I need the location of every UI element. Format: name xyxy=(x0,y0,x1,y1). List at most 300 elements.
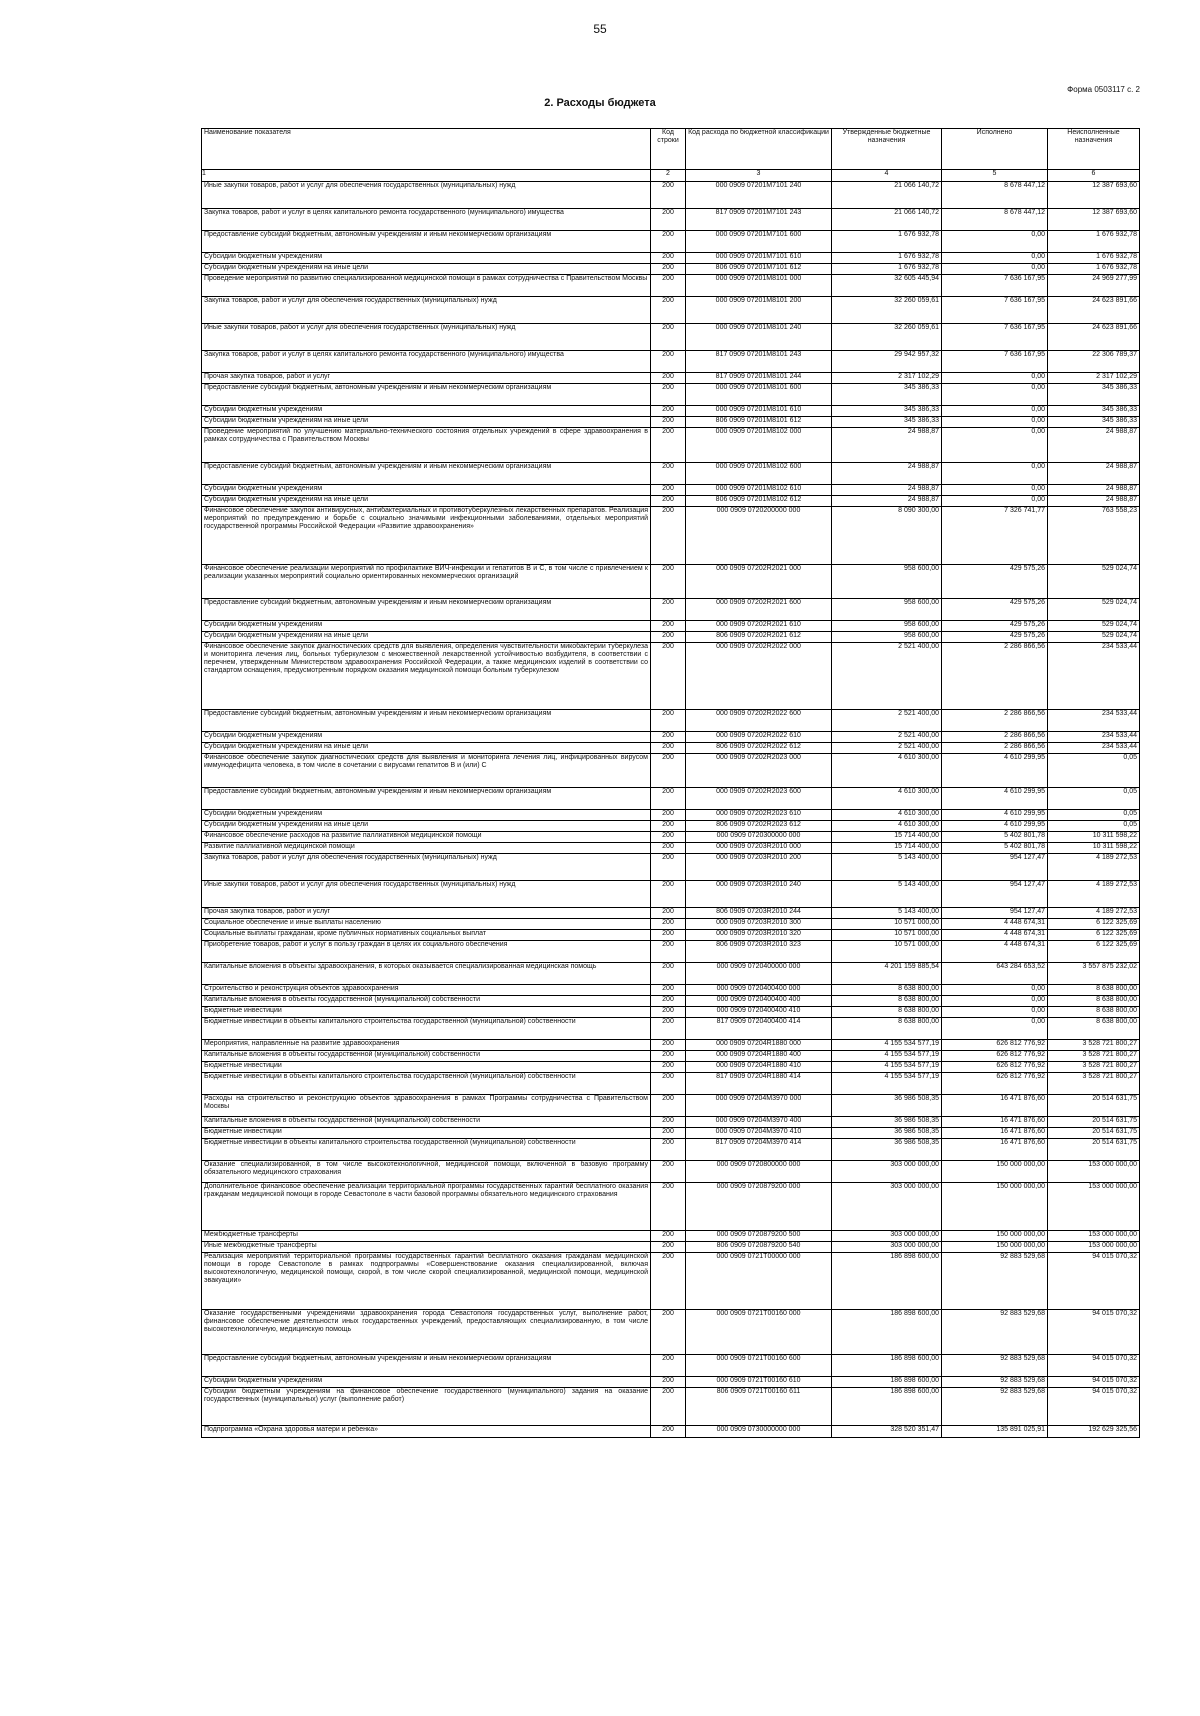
row-expense-code: 000 0909 0721T00000 000 xyxy=(686,1253,832,1310)
row-unexecuted: 12 387 693,60 xyxy=(1048,182,1140,209)
row-expense-code: 817 0909 07201M7101 243 xyxy=(686,209,832,231)
row-expense-code: 817 0909 0720400400 414 xyxy=(686,1018,832,1040)
row-executed: 0,00 xyxy=(942,373,1048,384)
row-line-code: 200 xyxy=(651,941,686,963)
row-unexecuted: 763 558,23 xyxy=(1048,507,1140,565)
row-line-code: 200 xyxy=(651,1388,686,1426)
row-executed: 92 883 529,68 xyxy=(942,1388,1048,1426)
row-line-code: 200 xyxy=(651,1377,686,1388)
row-name: Предоставление субсидий бюджетным, автономным учреждениям и иным некоммерческим организациям xyxy=(202,599,651,621)
row-approved: 4 201 159 885,54 xyxy=(832,963,942,985)
row-expense-code: 000 0909 07201M8101 200 xyxy=(686,297,832,324)
row-approved: 5 143 400,00 xyxy=(832,881,942,908)
row-executed: 0,00 xyxy=(942,428,1048,463)
row-approved: 958 600,00 xyxy=(832,565,942,599)
row-expense-code: 000 0909 07201M7101 240 xyxy=(686,182,832,209)
row-name: Развитие паллиативной медицинской помощи xyxy=(202,843,651,854)
row-expense-code: 000 0909 07203R2010 000 xyxy=(686,843,832,854)
row-approved: 8 638 800,00 xyxy=(832,1018,942,1040)
row-unexecuted: 153 000 000,00 xyxy=(1048,1242,1140,1253)
row-executed: 150 000 000,00 xyxy=(942,1161,1048,1183)
row-name: Капитальные вложения в объекты государственной (муниципальной) собственности xyxy=(202,1051,651,1062)
row-line-code: 200 xyxy=(651,1073,686,1095)
row-name: Дополнительное финансовое обеспечение реализации территориальной программы государственных гарантий бесплатного оказания гражданам медицинской помощи в городе Севастополе в части базовой программы обязательного медицинского страхования xyxy=(202,1183,651,1231)
row-unexecuted: 20 514 631,75 xyxy=(1048,1128,1140,1139)
row-unexecuted: 1 676 932,78 xyxy=(1048,264,1140,275)
row-name: Мероприятия, направленные на развитие здравоохранения xyxy=(202,1040,651,1051)
row-expense-code: 000 0909 07201M8102 000 xyxy=(686,428,832,463)
row-executed: 7 326 741,77 xyxy=(942,507,1048,565)
row-name: Предоставление субсидий бюджетным, автономным учреждениям и иным некоммерческим организациям xyxy=(202,1355,651,1377)
row-line-code: 200 xyxy=(651,599,686,621)
row-line-code: 200 xyxy=(651,1310,686,1355)
row-expense-code: 817 0909 07204M3970 414 xyxy=(686,1139,832,1161)
row-line-code: 200 xyxy=(651,732,686,743)
column-header-expense-code: Код расхода по бюджетной классификации xyxy=(686,129,832,170)
row-expense-code: 000 0909 07201M8101 000 xyxy=(686,275,832,297)
row-unexecuted: 153 000 000,00 xyxy=(1048,1161,1140,1183)
row-executed: 0,00 xyxy=(942,485,1048,496)
row-executed: 0,00 xyxy=(942,985,1048,996)
table-row xyxy=(202,1062,1140,1073)
row-line-code: 200 xyxy=(651,810,686,821)
column-header-approved: Утвержденные бюджетные назначения xyxy=(832,129,942,170)
row-approved: 36 986 508,35 xyxy=(832,1095,942,1117)
row-expense-code: 806 0909 07203R2010 323 xyxy=(686,941,832,963)
row-expense-code: 000 0909 07201M7101 600 xyxy=(686,231,832,253)
table-row xyxy=(202,788,1140,810)
row-expense-code: 806 0909 07203R2010 244 xyxy=(686,908,832,919)
table-row xyxy=(202,1310,1140,1355)
row-name: Субсидии бюджетным учреждениям xyxy=(202,406,651,417)
row-expense-code: 000 0909 07201M8102 600 xyxy=(686,463,832,485)
row-approved: 24 988,87 xyxy=(832,463,942,485)
row-approved: 4 155 534 577,19 xyxy=(832,1051,942,1062)
row-unexecuted: 20 514 631,75 xyxy=(1048,1117,1140,1128)
row-unexecuted: 234 533,44 xyxy=(1048,732,1140,743)
table-row xyxy=(202,621,1140,632)
column-number: 4 xyxy=(832,170,942,182)
row-approved: 8 638 800,00 xyxy=(832,996,942,1007)
row-unexecuted: 24 988,87 xyxy=(1048,428,1140,463)
row-name: Реализация мероприятий территориальной программы государственных гарантий бесплатного оказания гражданам медицинской помощи в городе Севастополе в рамках подпрограммы «Совершенствование оказания специализированной, включая высокотехнологичную, медицинской помощи, скорой, в том числе скорой специализированной, медицинской помощи, медицинской эвакуации» xyxy=(202,1253,651,1310)
row-approved: 1 676 932,78 xyxy=(832,231,942,253)
row-name: Предоставление субсидий бюджетным, автономным учреждениям и иным некоммерческим организациям xyxy=(202,384,651,406)
row-expense-code: 000 0909 07202R2022 610 xyxy=(686,732,832,743)
table-row xyxy=(202,264,1140,275)
row-name: Прочая закупка товаров, работ и услуг xyxy=(202,908,651,919)
row-executed: 0,00 xyxy=(942,1018,1048,1040)
row-approved: 345 386,33 xyxy=(832,417,942,428)
row-line-code: 200 xyxy=(651,1253,686,1310)
row-expense-code: 000 0909 0721T00160 600 xyxy=(686,1355,832,1377)
row-unexecuted: 24 988,87 xyxy=(1048,463,1140,485)
row-executed: 5 402 801,78 xyxy=(942,832,1048,843)
row-approved: 4 610 300,00 xyxy=(832,754,942,788)
row-line-code: 200 xyxy=(651,1117,686,1128)
table-row xyxy=(202,417,1140,428)
row-executed: 4 610 299,95 xyxy=(942,788,1048,810)
row-executed: 4 448 674,31 xyxy=(942,941,1048,963)
row-approved: 186 898 600,00 xyxy=(832,1310,942,1355)
row-line-code: 200 xyxy=(651,565,686,599)
row-expense-code: 806 0909 0721T00160 611 xyxy=(686,1388,832,1426)
row-expense-code: 000 0909 0721T00160 000 xyxy=(686,1310,832,1355)
row-approved: 36 986 508,35 xyxy=(832,1139,942,1161)
row-approved: 4 155 534 577,19 xyxy=(832,1040,942,1051)
row-executed: 16 471 876,60 xyxy=(942,1095,1048,1117)
row-name: Капитальные вложения в объекты государственной (муниципальной) собственности xyxy=(202,1117,651,1128)
row-executed: 150 000 000,00 xyxy=(942,1242,1048,1253)
row-executed: 0,00 xyxy=(942,496,1048,507)
row-executed: 2 286 866,56 xyxy=(942,710,1048,732)
row-approved: 15 714 400,00 xyxy=(832,843,942,854)
row-executed: 429 575,26 xyxy=(942,599,1048,621)
row-expense-code: 000 0909 07202R2022 000 xyxy=(686,643,832,710)
table-row xyxy=(202,565,1140,599)
row-approved: 186 898 600,00 xyxy=(832,1388,942,1426)
row-approved: 4 155 534 577,19 xyxy=(832,1062,942,1073)
row-approved: 4 610 300,00 xyxy=(832,788,942,810)
table-body xyxy=(202,182,1140,1438)
column-number: 5 xyxy=(942,170,1048,182)
row-approved: 21 066 140,72 xyxy=(832,182,942,209)
row-approved: 958 600,00 xyxy=(832,632,942,643)
row-line-code: 200 xyxy=(651,743,686,754)
row-name: Оказание государственными учреждениями здравоохранения города Севастополя государственных услуг, выполнение работ, финансовое обеспечение деятельности иных государственных учреждений, предоставляющих специализированную, в том числе высокотехнологичную, медицинскую помощь xyxy=(202,1310,651,1355)
table-row xyxy=(202,1073,1140,1095)
row-approved: 5 143 400,00 xyxy=(832,908,942,919)
row-name: Проведение мероприятий по улучшению материально-технического состояния отдельных учреждений в сфере здравоохранения в рамках сотрудничества с Правительством Москвы xyxy=(202,428,651,463)
row-approved: 10 571 000,00 xyxy=(832,930,942,941)
row-line-code: 200 xyxy=(651,1007,686,1018)
row-approved: 1 676 932,78 xyxy=(832,264,942,275)
table-row xyxy=(202,832,1140,843)
row-executed: 4 610 299,95 xyxy=(942,821,1048,832)
row-unexecuted: 345 386,33 xyxy=(1048,406,1140,417)
table-row xyxy=(202,373,1140,384)
row-line-code: 200 xyxy=(651,485,686,496)
row-expense-code: 000 0909 07204M3970 410 xyxy=(686,1128,832,1139)
table-row xyxy=(202,1007,1140,1018)
row-unexecuted: 0,05 xyxy=(1048,788,1140,810)
table-row xyxy=(202,253,1140,264)
table-row xyxy=(202,1018,1140,1040)
row-unexecuted: 94 015 070,32 xyxy=(1048,1253,1140,1310)
row-approved: 1 676 932,78 xyxy=(832,253,942,264)
row-approved: 345 386,33 xyxy=(832,384,942,406)
row-unexecuted: 3 557 875 232,02 xyxy=(1048,963,1140,985)
row-approved: 10 571 000,00 xyxy=(832,941,942,963)
row-approved: 15 714 400,00 xyxy=(832,832,942,843)
row-line-code: 200 xyxy=(651,324,686,351)
row-executed: 5 402 801,78 xyxy=(942,843,1048,854)
row-executed: 7 636 167,95 xyxy=(942,324,1048,351)
row-approved: 186 898 600,00 xyxy=(832,1355,942,1377)
row-executed: 8 678 447,12 xyxy=(942,209,1048,231)
table-row xyxy=(202,941,1140,963)
table-row xyxy=(202,930,1140,941)
table-row xyxy=(202,854,1140,881)
row-approved: 958 600,00 xyxy=(832,599,942,621)
row-expense-code: 000 0909 07204R1880 000 xyxy=(686,1040,832,1051)
section-title: 2. Расходы бюджета xyxy=(544,97,656,109)
row-executed: 16 471 876,60 xyxy=(942,1139,1048,1161)
row-unexecuted: 3 528 721 800,27 xyxy=(1048,1051,1140,1062)
row-name: Социальные выплаты гражданам, кроме публичных нормативных социальных выплат xyxy=(202,930,651,941)
row-line-code: 200 xyxy=(651,463,686,485)
row-unexecuted: 529 024,74 xyxy=(1048,621,1140,632)
row-expense-code: 000 0909 07202R2021 600 xyxy=(686,599,832,621)
row-name: Субсидии бюджетным учреждениям на иные цели xyxy=(202,743,651,754)
row-unexecuted: 22 306 789,37 xyxy=(1048,351,1140,373)
row-line-code: 200 xyxy=(651,930,686,941)
table-row xyxy=(202,275,1140,297)
row-name: Бюджетные инвестиции xyxy=(202,1062,651,1073)
row-line-code: 200 xyxy=(651,297,686,324)
row-name: Субсидии бюджетным учреждениям xyxy=(202,1377,651,1388)
row-name: Предоставление субсидий бюджетным, автономным учреждениям и иным некоммерческим организациям xyxy=(202,710,651,732)
row-expense-code: 000 0909 0720300000 000 xyxy=(686,832,832,843)
row-executed: 7 636 167,95 xyxy=(942,275,1048,297)
table-row xyxy=(202,963,1140,985)
row-name: Социальное обеспечение и иные выплаты населению xyxy=(202,919,651,930)
row-line-code: 200 xyxy=(651,417,686,428)
row-line-code: 200 xyxy=(651,384,686,406)
row-approved: 4 610 300,00 xyxy=(832,821,942,832)
table-row xyxy=(202,209,1140,231)
row-approved: 303 000 000,00 xyxy=(832,1183,942,1231)
row-expense-code: 806 0909 07202R2022 612 xyxy=(686,743,832,754)
row-executed: 4 610 299,95 xyxy=(942,754,1048,788)
row-name: Бюджетные инвестиции в объекты капитального строительства государственной (муниципальной) собственности xyxy=(202,1139,651,1161)
row-name: Субсидии бюджетным учреждениям на иные цели xyxy=(202,417,651,428)
row-approved: 5 143 400,00 xyxy=(832,854,942,881)
table-row xyxy=(202,1095,1140,1117)
row-expense-code: 000 0909 07202R2023 000 xyxy=(686,754,832,788)
row-name: Финансовое обеспечение расходов на развитие паллиативной медицинской помощи xyxy=(202,832,651,843)
row-expense-code: 000 0909 0720400400 000 xyxy=(686,985,832,996)
column-number: 2 xyxy=(651,170,686,182)
row-line-code: 200 xyxy=(651,854,686,881)
row-unexecuted: 20 514 631,75 xyxy=(1048,1139,1140,1161)
row-executed: 16 471 876,60 xyxy=(942,1128,1048,1139)
row-name: Подпрограмма «Охрана здоровья матери и ребенка» xyxy=(202,1426,651,1438)
row-unexecuted: 345 386,33 xyxy=(1048,417,1140,428)
row-unexecuted: 4 189 272,53 xyxy=(1048,881,1140,908)
row-expense-code: 000 0909 07203R2010 300 xyxy=(686,919,832,930)
row-executed: 626 812 776,92 xyxy=(942,1051,1048,1062)
row-unexecuted: 94 015 070,32 xyxy=(1048,1388,1140,1426)
row-expense-code: 000 0909 07201M7101 610 xyxy=(686,253,832,264)
table-row xyxy=(202,384,1140,406)
row-line-code: 200 xyxy=(651,881,686,908)
row-line-code: 200 xyxy=(651,496,686,507)
row-executed: 429 575,26 xyxy=(942,632,1048,643)
row-line-code: 200 xyxy=(651,919,686,930)
row-approved: 8 090 300,00 xyxy=(832,507,942,565)
row-unexecuted: 529 024,74 xyxy=(1048,632,1140,643)
row-executed: 150 000 000,00 xyxy=(942,1183,1048,1231)
row-unexecuted: 0,05 xyxy=(1048,754,1140,788)
table-row xyxy=(202,507,1140,565)
row-expense-code: 806 0909 0720879200 540 xyxy=(686,1242,832,1253)
row-line-code: 200 xyxy=(651,373,686,384)
row-executed: 2 286 866,56 xyxy=(942,732,1048,743)
row-approved: 21 066 140,72 xyxy=(832,209,942,231)
row-approved: 2 521 400,00 xyxy=(832,710,942,732)
table-row xyxy=(202,710,1140,732)
table-row xyxy=(202,1426,1140,1438)
row-executed: 0,00 xyxy=(942,1007,1048,1018)
row-unexecuted: 3 528 721 800,27 xyxy=(1048,1062,1140,1073)
row-unexecuted: 234 533,44 xyxy=(1048,643,1140,710)
row-line-code: 200 xyxy=(651,1062,686,1073)
table-row xyxy=(202,881,1140,908)
row-approved: 29 942 957,32 xyxy=(832,351,942,373)
row-approved: 303 000 000,00 xyxy=(832,1231,942,1242)
row-expense-code: 000 0909 0720800000 000 xyxy=(686,1161,832,1183)
row-unexecuted: 3 528 721 800,27 xyxy=(1048,1073,1140,1095)
table-row xyxy=(202,1161,1140,1183)
row-line-code: 200 xyxy=(651,406,686,417)
row-approved: 24 988,87 xyxy=(832,428,942,463)
row-expense-code: 806 0909 07201M7101 612 xyxy=(686,264,832,275)
row-unexecuted: 24 969 277,99 xyxy=(1048,275,1140,297)
row-name: Прочая закупка товаров, работ и услуг xyxy=(202,373,651,384)
table-row xyxy=(202,908,1140,919)
row-line-code: 200 xyxy=(651,643,686,710)
row-executed: 0,00 xyxy=(942,417,1048,428)
row-name: Иные межбюджетные трансферты xyxy=(202,1242,651,1253)
row-expense-code: 000 0909 0720879200 000 xyxy=(686,1183,832,1231)
table-row xyxy=(202,1388,1140,1426)
row-name: Проведение мероприятий по развитию специализированной медицинской помощи в рамках сотрудничества с Правительством Москвы xyxy=(202,275,651,297)
row-executed: 4 448 674,31 xyxy=(942,919,1048,930)
row-unexecuted: 1 676 932,78 xyxy=(1048,253,1140,264)
row-unexecuted: 10 311 598,22 xyxy=(1048,832,1140,843)
row-approved: 32 605 445,94 xyxy=(832,275,942,297)
row-expense-code: 000 0909 0720400400 410 xyxy=(686,1007,832,1018)
table-row xyxy=(202,643,1140,710)
row-unexecuted: 10 311 598,22 xyxy=(1048,843,1140,854)
row-approved: 2 521 400,00 xyxy=(832,743,942,754)
table-row xyxy=(202,743,1140,754)
row-unexecuted: 4 189 272,53 xyxy=(1048,854,1140,881)
row-name: Предоставление субсидий бюджетным, автономным учреждениям и иным некоммерческим организациям xyxy=(202,463,651,485)
row-line-code: 200 xyxy=(651,182,686,209)
form-code: Форма 0503117 с. 2 xyxy=(1067,85,1140,94)
row-approved: 2 521 400,00 xyxy=(832,643,942,710)
row-approved: 32 260 059,61 xyxy=(832,324,942,351)
row-expense-code: 000 0909 07202R2022 600 xyxy=(686,710,832,732)
table-row xyxy=(202,496,1140,507)
row-name: Субсидии бюджетным учреждениям на финансовое обеспечение государственного (муниципального) задания на оказание государственных (муниципальных) услуг (выполнение работ) xyxy=(202,1388,651,1426)
row-expense-code: 000 0909 0721T00160 610 xyxy=(686,1377,832,1388)
row-name: Бюджетные инвестиции xyxy=(202,1128,651,1139)
row-line-code: 200 xyxy=(651,1242,686,1253)
row-expense-code: 000 0909 07202R2021 610 xyxy=(686,621,832,632)
table-row xyxy=(202,297,1140,324)
row-executed: 954 127,47 xyxy=(942,908,1048,919)
row-name: Иные закупки товаров, работ и услуг для обеспечения государственных (муниципальных) нужд xyxy=(202,881,651,908)
row-approved: 24 988,87 xyxy=(832,496,942,507)
row-approved: 36 986 508,35 xyxy=(832,1128,942,1139)
row-name: Оказание специализированной, в том числе высокотехнологичной, медицинской помощи, включенной в базовую программу обязательного медицинского страхования xyxy=(202,1161,651,1183)
row-unexecuted: 8 638 800,00 xyxy=(1048,996,1140,1007)
row-executed: 135 891 025,91 xyxy=(942,1426,1048,1438)
table-row xyxy=(202,1040,1140,1051)
row-executed: 92 883 529,68 xyxy=(942,1377,1048,1388)
row-executed: 0,00 xyxy=(942,264,1048,275)
row-line-code: 200 xyxy=(651,632,686,643)
table-row xyxy=(202,1128,1140,1139)
row-unexecuted: 8 638 800,00 xyxy=(1048,1007,1140,1018)
row-expense-code: 000 0909 07202R2021 000 xyxy=(686,565,832,599)
row-expense-code: 817 0909 07201M8101 243 xyxy=(686,351,832,373)
table-row xyxy=(202,1355,1140,1377)
row-unexecuted: 345 386,33 xyxy=(1048,384,1140,406)
row-name: Иные закупки товаров, работ и услуг для обеспечения государственных (муниципальных) нужд xyxy=(202,182,651,209)
row-name: Субсидии бюджетным учреждениям xyxy=(202,621,651,632)
table-row xyxy=(202,821,1140,832)
row-expense-code: 817 0909 07201M8101 244 xyxy=(686,373,832,384)
row-line-code: 200 xyxy=(651,832,686,843)
row-expense-code: 000 0909 07203R2010 200 xyxy=(686,854,832,881)
row-unexecuted: 529 024,74 xyxy=(1048,599,1140,621)
table-row xyxy=(202,182,1140,209)
row-unexecuted: 20 514 631,75 xyxy=(1048,1095,1140,1117)
row-expense-code: 806 0909 07202R2023 612 xyxy=(686,821,832,832)
row-executed: 0,00 xyxy=(942,463,1048,485)
table-row xyxy=(202,351,1140,373)
row-executed: 2 286 866,56 xyxy=(942,643,1048,710)
row-line-code: 200 xyxy=(651,231,686,253)
table-row xyxy=(202,1051,1140,1062)
row-name: Субсидии бюджетным учреждениям xyxy=(202,485,651,496)
table-row xyxy=(202,1231,1140,1242)
row-line-code: 200 xyxy=(651,264,686,275)
table-row xyxy=(202,1242,1140,1253)
table-row xyxy=(202,428,1140,463)
table-row xyxy=(202,231,1140,253)
row-expense-code: 000 0909 07202R2023 600 xyxy=(686,788,832,810)
row-expense-code: 000 0909 0720400400 400 xyxy=(686,996,832,1007)
table-row xyxy=(202,1139,1140,1161)
row-unexecuted: 0,05 xyxy=(1048,810,1140,821)
row-line-code: 200 xyxy=(651,908,686,919)
row-line-code: 200 xyxy=(651,985,686,996)
row-expense-code: 000 0909 07201M8102 610 xyxy=(686,485,832,496)
row-expense-code: 817 0909 07204R1880 414 xyxy=(686,1073,832,1095)
row-line-code: 200 xyxy=(651,1095,686,1117)
row-unexecuted: 153 000 000,00 xyxy=(1048,1183,1140,1231)
page-number: 55 xyxy=(593,22,607,36)
expenses-table xyxy=(201,128,1140,1438)
row-unexecuted: 24 988,87 xyxy=(1048,485,1140,496)
row-expense-code: 000 0909 07204R1880 410 xyxy=(686,1062,832,1073)
row-name: Финансовое обеспечение закупок диагностических средств для выявления, определения чувствительности микобактерии туберкулеза и мониторинга лечения лиц, больных туберкулезом с множественной лекарственной устойчивостью возбудителя, в соответствии с перечнем, утвержденным Министерством здравоохранения Российской Федерации, а также медицинских изделий в соответствии со стандартом оснащения, предусмотренным порядком оказания медицинской помощи больным туберкулезом xyxy=(202,643,651,710)
row-name: Субсидии бюджетным учреждениям на иные цели xyxy=(202,496,651,507)
row-name: Закупка товаров, работ и услуг для обеспечения государственных (муниципальных) нужд xyxy=(202,854,651,881)
row-name: Капитальные вложения в объекты государственной (муниципальной) собственности xyxy=(202,996,651,1007)
row-name: Финансовое обеспечение закупок диагностических средств для выявления и мониторинга лечения лиц, инфицированных вирусом иммунодефицита человека, в том числе в сочетании с вирусами гепатитов B и (или) C xyxy=(202,754,651,788)
row-executed: 150 000 000,00 xyxy=(942,1231,1048,1242)
row-expense-code: 000 0909 0730000000 000 xyxy=(686,1426,832,1438)
column-header-executed: Исполнено xyxy=(942,129,1048,170)
row-name: Бюджетные инвестиции в объекты капитального строительства государственной (муниципальной) собственности xyxy=(202,1073,651,1095)
row-approved: 303 000 000,00 xyxy=(832,1242,942,1253)
